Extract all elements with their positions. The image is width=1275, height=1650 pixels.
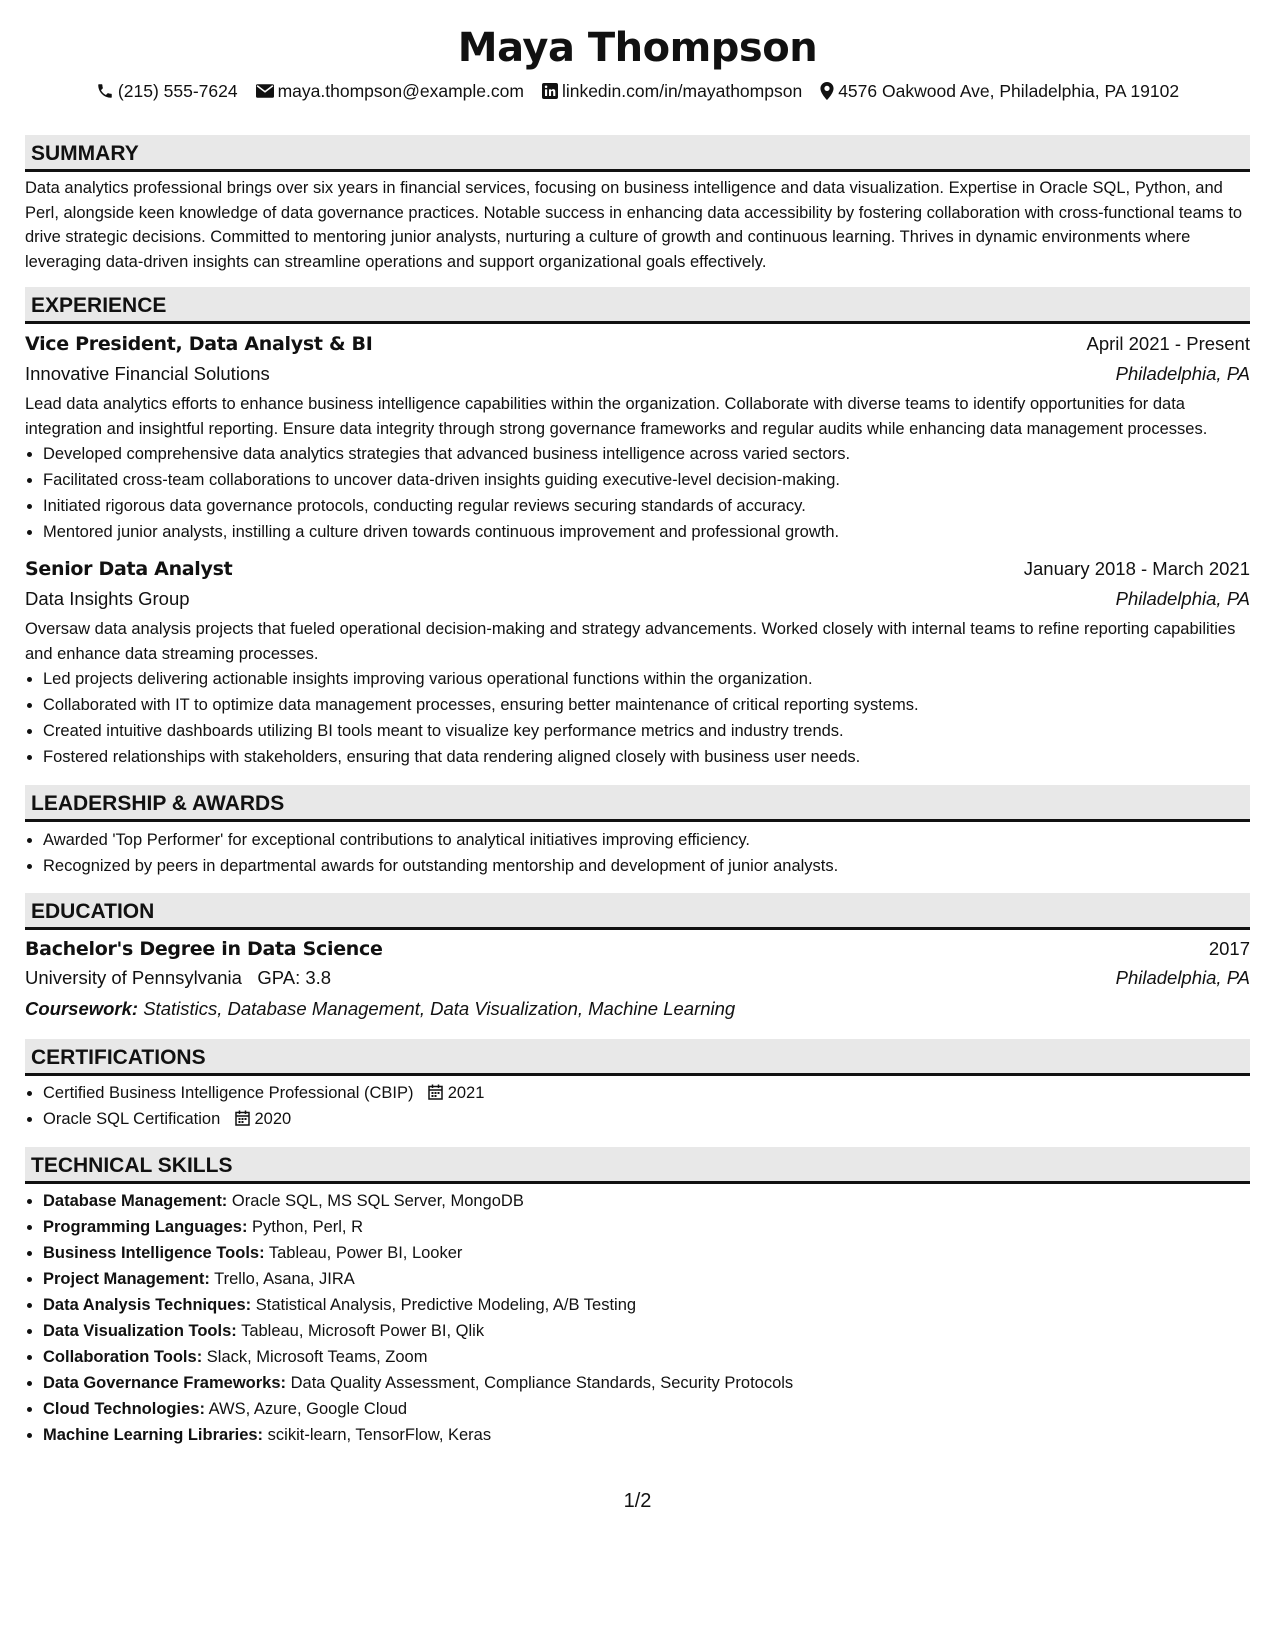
skill-values: Statistical Analysis, Predictive Modeling, A/B Testing xyxy=(255,1296,637,1314)
contact-email[interactable] xyxy=(256,78,524,104)
certification-item xyxy=(43,1106,1250,1132)
certification-name: Oracle SQL Certification xyxy=(43,1110,221,1128)
skill-item xyxy=(43,1344,1250,1370)
envelope-icon xyxy=(256,84,274,98)
leadership-item: • Recognized by peers in departmental awards for outstanding mentorship and development of junior analysts. xyxy=(43,853,1250,879)
leadership-list xyxy=(25,827,1250,879)
email-text: maya.thompson@example.com xyxy=(277,81,524,101)
certification-item xyxy=(43,1080,1250,1106)
job-description: Lead data analytics efforts to enhance business intelligence capabilities within the organization. Collaborate with diverse teams to identify opportunities for data integration and insightful reporting. Ensure data integrity through strong governance frameworks and regular audits while enhancing data management processes. xyxy=(25,395,1208,438)
job-bullet: • Developed comprehensive data analytics strategies that advanced business intelligence across varied sectors. xyxy=(43,441,1250,467)
skill-values: Tableau, Microsoft Power BI, Qlik xyxy=(241,1322,485,1340)
skill-values: Tableau, Power BI, Looker xyxy=(268,1244,463,1262)
summary-text: Data analytics professional brings over six years in financial services, focusing on business intelligence and data visualization. Expertise in Oracle SQL, Python, and Perl, alongside keen knowledge of data governance practices. Notable success in enhancing data accessibility by fostering collaboration with cross-functional teams to drive strategic decisions. Committed to mentoring junior analysts, nurturing a culture of growth and continuous learning. Thrives in dynamic environments where leveraging data-driven insights can streamline operations and support organizational goals effectively. xyxy=(25,179,1243,271)
gpa: GPA: 3.8 xyxy=(257,967,332,988)
job-description: Oversaw data analysis projects that fueled operational decision-making and strategy advancements. Worked closely with internal teams to refine reporting capabilities and enhance data streaming processes. xyxy=(25,620,1236,663)
job-location: Philadelphia, PA xyxy=(1115,588,1250,609)
certification-year: 2020 xyxy=(254,1110,292,1128)
skill-item xyxy=(43,1214,1250,1240)
job-bullet: • Facilitated cross-team collaborations to uncover data-driven insights guiding executive-level decision-making. xyxy=(43,467,1250,493)
calendar-icon xyxy=(235,1110,250,1126)
certifications-heading: CERTIFICATIONS xyxy=(25,1039,1250,1076)
resume-page xyxy=(25,0,1250,1448)
candidate-name: Maya Thompson xyxy=(457,25,818,71)
school-line xyxy=(25,967,331,989)
skill-values: scikit-learn, TensorFlow, Keras xyxy=(267,1426,492,1444)
skill-category: Business Intelligence Tools: xyxy=(43,1244,265,1262)
education-heading: EDUCATION xyxy=(25,893,1250,930)
job-dates: April 2021 - Present xyxy=(1086,333,1250,354)
skill-item xyxy=(43,1240,1250,1266)
job-company: Data Insights Group xyxy=(25,588,190,609)
education-entry xyxy=(25,934,1250,1026)
graduation-year: 2017 xyxy=(1208,938,1250,959)
calendar-icon xyxy=(428,1084,443,1100)
skills-list xyxy=(25,1188,1250,1448)
linkedin-text: linkedin.com/in/mayathompson xyxy=(561,81,803,101)
certification-year: 2021 xyxy=(447,1084,485,1102)
skill-item xyxy=(43,1422,1250,1448)
job-bullet: • Led projects delivering actionable insights improving various operational functions within the organization. xyxy=(43,666,1250,692)
contact-bar xyxy=(25,78,1250,104)
job-bullet: • Collaborated with IT to optimize data management processes, ensuring better maintenance of critical reporting systems. xyxy=(43,692,1250,718)
job-entry xyxy=(25,328,1250,545)
skill-values: Trello, Asana, JIRA xyxy=(214,1270,355,1288)
page-number: 1/2 xyxy=(623,1490,652,1512)
skill-category: Data Visualization Tools: xyxy=(43,1322,237,1340)
skill-item xyxy=(43,1266,1250,1292)
map-pin-icon xyxy=(820,82,834,100)
job-entry xyxy=(25,553,1250,770)
coursework-line xyxy=(25,992,1250,1026)
summary-heading: SUMMARY xyxy=(25,135,1250,172)
job-company: Innovative Financial Solutions xyxy=(25,363,270,384)
phone-text: (215) 555-7624 xyxy=(117,81,238,101)
skill-values: Oracle SQL, MS SQL Server, MongoDB xyxy=(231,1192,524,1210)
job-bullet: • Created intuitive dashboards utilizing BI tools meant to visualize key performance metrics and industry trends. xyxy=(43,718,1250,744)
job-bullets xyxy=(25,666,1250,770)
skill-item xyxy=(43,1370,1250,1396)
skill-values: Slack, Microsoft Teams, Zoom xyxy=(206,1348,428,1366)
contact-address xyxy=(820,78,1179,104)
job-bullet: • Initiated rigorous data governance protocols, conducting regular reviews securing standards of accuracy. xyxy=(43,493,1250,519)
leadership-heading: LEADERSHIP & AWARDS xyxy=(25,785,1250,822)
school-location: Philadelphia, PA xyxy=(1115,967,1250,988)
skill-values: AWS, Azure, Google Cloud xyxy=(208,1400,408,1418)
job-dates: January 2018 - March 2021 xyxy=(1023,558,1250,579)
skill-item xyxy=(43,1318,1250,1344)
skill-category: Data Analysis Techniques: xyxy=(43,1296,252,1314)
phone-icon xyxy=(96,82,114,100)
linkedin-icon xyxy=(542,83,558,99)
leadership-item: • Awarded 'Top Performer' for exceptional contributions to analytical initiatives improving efficiency. xyxy=(43,827,1250,853)
skill-category: Project Management: xyxy=(43,1270,210,1288)
certification-name: Certified Business Intelligence Professional (CBIP) xyxy=(43,1084,414,1102)
skills-heading: TECHNICAL SKILLS xyxy=(25,1147,1250,1184)
certifications-list xyxy=(25,1080,1250,1132)
skill-category: Machine Learning Libraries: xyxy=(43,1426,264,1444)
coursework-label: Coursework: xyxy=(25,998,139,1019)
contact-linkedin[interactable] xyxy=(542,78,802,104)
skill-item xyxy=(43,1188,1250,1214)
job-bullet: • Mentored junior analysts, instilling a culture driven towards continuous improvement and professional growth. xyxy=(43,519,1250,545)
degree: Bachelor's Degree in Data Science xyxy=(25,938,383,960)
coursework-text: Statistics, Database Management, Data Visualization, Machine Learning xyxy=(143,998,736,1019)
contact-phone[interactable] xyxy=(96,78,238,104)
job-title: Vice President, Data Analyst & BI xyxy=(25,333,373,355)
school-name: University of Pennsylvania xyxy=(25,967,242,988)
skill-category: Database Management: xyxy=(43,1192,228,1210)
address-text: 4576 Oakwood Ave, Philadelphia, PA 19102 xyxy=(838,81,1180,101)
skill-values: Python, Perl, R xyxy=(252,1218,364,1236)
skill-item xyxy=(43,1292,1250,1318)
job-bullets xyxy=(25,441,1250,545)
skill-category: Programming Languages: xyxy=(43,1218,248,1236)
job-bullet: • Fostered relationships with stakeholders, ensuring that data rendering aligned closely with business user needs. xyxy=(43,744,1250,770)
job-title: Senior Data Analyst xyxy=(25,558,233,580)
skill-category: Cloud Technologies: xyxy=(43,1400,205,1418)
job-location: Philadelphia, PA xyxy=(1115,363,1250,384)
skill-category: Collaboration Tools: xyxy=(43,1348,203,1366)
skill-category: Data Governance Frameworks: xyxy=(43,1374,287,1392)
skill-values: Data Quality Assessment, Compliance Standards, Security Protocols xyxy=(290,1374,794,1392)
experience-heading: EXPERIENCE xyxy=(25,287,1250,324)
skill-item xyxy=(43,1396,1250,1422)
